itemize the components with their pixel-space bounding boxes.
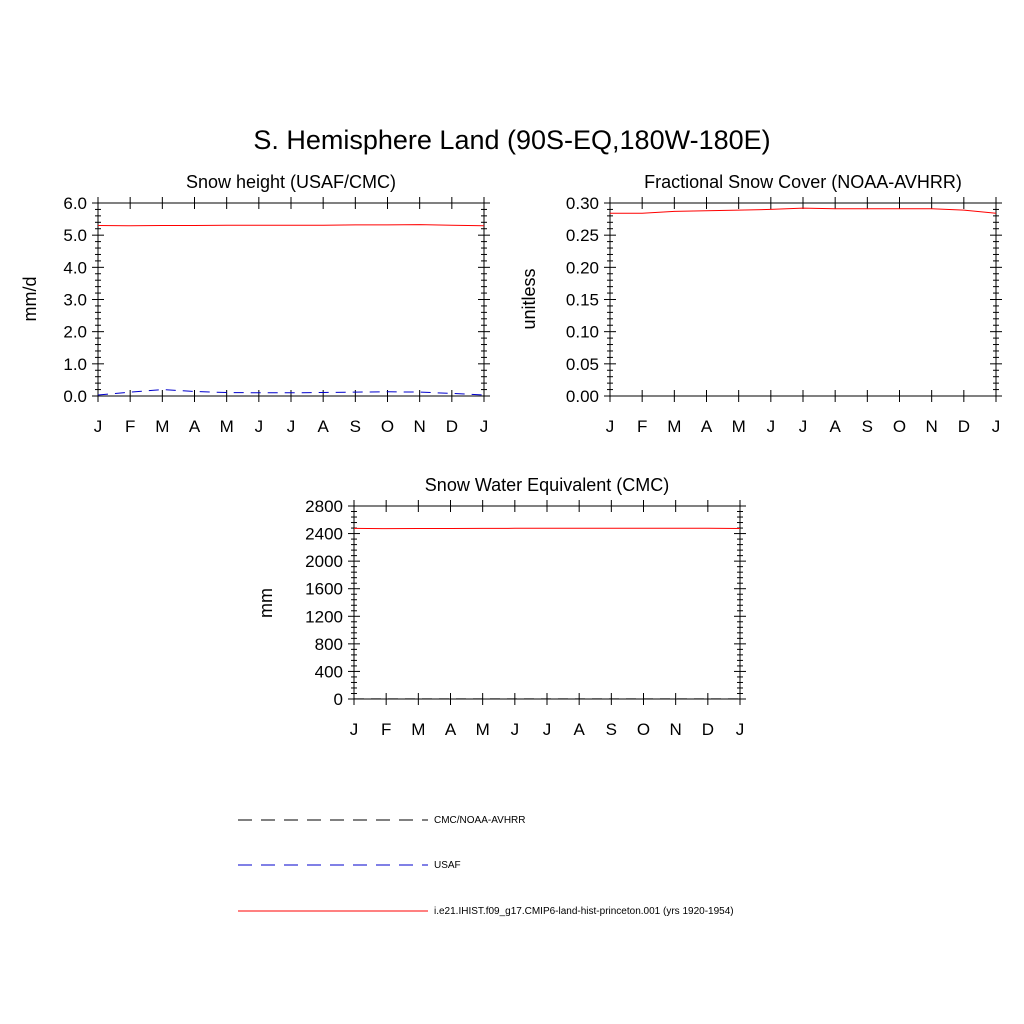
legend-item-usaf bbox=[238, 860, 461, 871]
x-tick-label: A bbox=[188, 417, 201, 436]
x-tick-label: M bbox=[155, 417, 170, 436]
x-tick-label: O bbox=[380, 417, 395, 436]
x-tick-label: A bbox=[573, 720, 585, 739]
x-tick-label: S bbox=[861, 417, 874, 436]
legend-label-usaf: USAF bbox=[434, 860, 461, 871]
x-tick-label: D bbox=[445, 417, 458, 436]
x-tick-label: M bbox=[219, 417, 234, 436]
figure-title: S. Hemisphere Land (90S-EQ,180W-180E) bbox=[253, 125, 771, 155]
x-tick-label: J bbox=[510, 720, 520, 739]
panel-snow-cover bbox=[519, 172, 1002, 436]
x-tick-label: J bbox=[991, 417, 1001, 436]
y-tick-label: 1200 bbox=[305, 607, 343, 627]
x-tick-label: A bbox=[829, 417, 841, 436]
y-tick-label: 0.20 bbox=[565, 258, 599, 278]
series-line-i-e21-ihist-f09-g17-cmip6-land-hist-princeton-001-yrs-1920-1954 bbox=[98, 225, 484, 226]
x-tick-label: J bbox=[349, 720, 359, 739]
x-tick-label: J bbox=[479, 417, 489, 436]
x-tick-label: J bbox=[286, 417, 296, 436]
y-tick-label: 2800 bbox=[305, 497, 343, 516]
x-tick-label: N bbox=[925, 417, 938, 436]
y-tick-label: 800 bbox=[314, 634, 343, 654]
x-tick-label: F bbox=[636, 417, 648, 436]
y-tick-label: 3.0 bbox=[63, 290, 87, 310]
y-tick-label: 0.10 bbox=[565, 322, 599, 342]
y-tick-label: 2400 bbox=[305, 524, 343, 544]
x-tick-label: J bbox=[542, 720, 552, 739]
y-tick-label: 1.0 bbox=[63, 354, 87, 374]
legend-label-cmc: CMC/NOAA-AVHRR bbox=[434, 815, 526, 826]
x-tick-label: A bbox=[444, 720, 457, 739]
y-tick-label: 0.0 bbox=[63, 387, 87, 406]
legend bbox=[238, 815, 734, 917]
ylabel-snow-cover: unitless bbox=[519, 268, 539, 330]
y-tick-label: 0.25 bbox=[565, 226, 599, 246]
y-tick-label: 6.0 bbox=[63, 194, 87, 213]
legend-item-model bbox=[238, 906, 734, 917]
ylabel-snow-height: mm/d bbox=[20, 276, 40, 322]
x-tick-label: S bbox=[605, 720, 618, 739]
y-tick-label: 0 bbox=[333, 690, 343, 709]
x-tick-label: J bbox=[735, 720, 745, 739]
y-tick-label: 400 bbox=[314, 662, 343, 682]
y-tick-label: 1600 bbox=[305, 579, 343, 599]
x-tick-label: N bbox=[413, 417, 426, 436]
x-tick-label: S bbox=[349, 417, 362, 436]
y-tick-label: 0.00 bbox=[565, 387, 599, 406]
y-tick-label: 5.0 bbox=[63, 226, 87, 246]
ylabel-swe: mm bbox=[256, 588, 276, 618]
x-tick-label: J bbox=[605, 417, 615, 436]
plot-frame-snow-height bbox=[98, 203, 484, 396]
y-tick-label: 0.05 bbox=[565, 354, 599, 374]
plot-area-snow-height bbox=[63, 194, 490, 436]
x-tick-label: D bbox=[957, 417, 970, 436]
y-tick-label: 0.30 bbox=[565, 194, 599, 213]
panel-snow-height bbox=[20, 172, 490, 436]
y-tick-label: 2.0 bbox=[63, 322, 87, 342]
x-tick-label: A bbox=[317, 417, 329, 436]
legend-item-cmc bbox=[238, 815, 525, 826]
x-tick-label: M bbox=[667, 417, 682, 436]
plot-area-snow-cover bbox=[566, 194, 1002, 436]
x-tick-label: D bbox=[701, 720, 714, 739]
x-tick-label: M bbox=[475, 720, 490, 739]
x-tick-label: F bbox=[380, 720, 392, 739]
x-tick-label: J bbox=[93, 417, 103, 436]
panel-snow-water-equivalent bbox=[256, 475, 746, 739]
panel-title-snow-height: Snow height (USAF/CMC) bbox=[185, 172, 397, 192]
x-tick-label: J bbox=[798, 417, 808, 436]
x-tick-label: M bbox=[731, 417, 746, 436]
plot-frame-snow-cover bbox=[610, 203, 996, 396]
y-tick-label: 2000 bbox=[305, 552, 343, 572]
x-tick-label: O bbox=[892, 417, 907, 436]
x-tick-label: F bbox=[124, 417, 136, 436]
x-tick-label: M bbox=[411, 720, 426, 739]
y-tick-label: 4.0 bbox=[63, 258, 87, 278]
x-tick-label: N bbox=[669, 720, 682, 739]
x-tick-label: A bbox=[700, 417, 713, 436]
x-tick-label: J bbox=[254, 417, 264, 436]
plot-frame-swe bbox=[354, 506, 740, 699]
panel-title-swe: Snow Water Equivalent (CMC) bbox=[424, 475, 670, 495]
x-tick-label: O bbox=[636, 720, 651, 739]
panel-title-snow-cover: Fractional Snow Cover (NOAA-AVHRR) bbox=[644, 172, 962, 192]
plot-area-swe bbox=[305, 497, 746, 739]
y-tick-label: 0.15 bbox=[565, 290, 599, 310]
x-tick-label: J bbox=[766, 417, 776, 436]
legend-label-model: i.e21.IHIST.f09_g17.CMIP6-land-hist-princeton.001 (yrs 1920-1954) bbox=[434, 906, 734, 917]
